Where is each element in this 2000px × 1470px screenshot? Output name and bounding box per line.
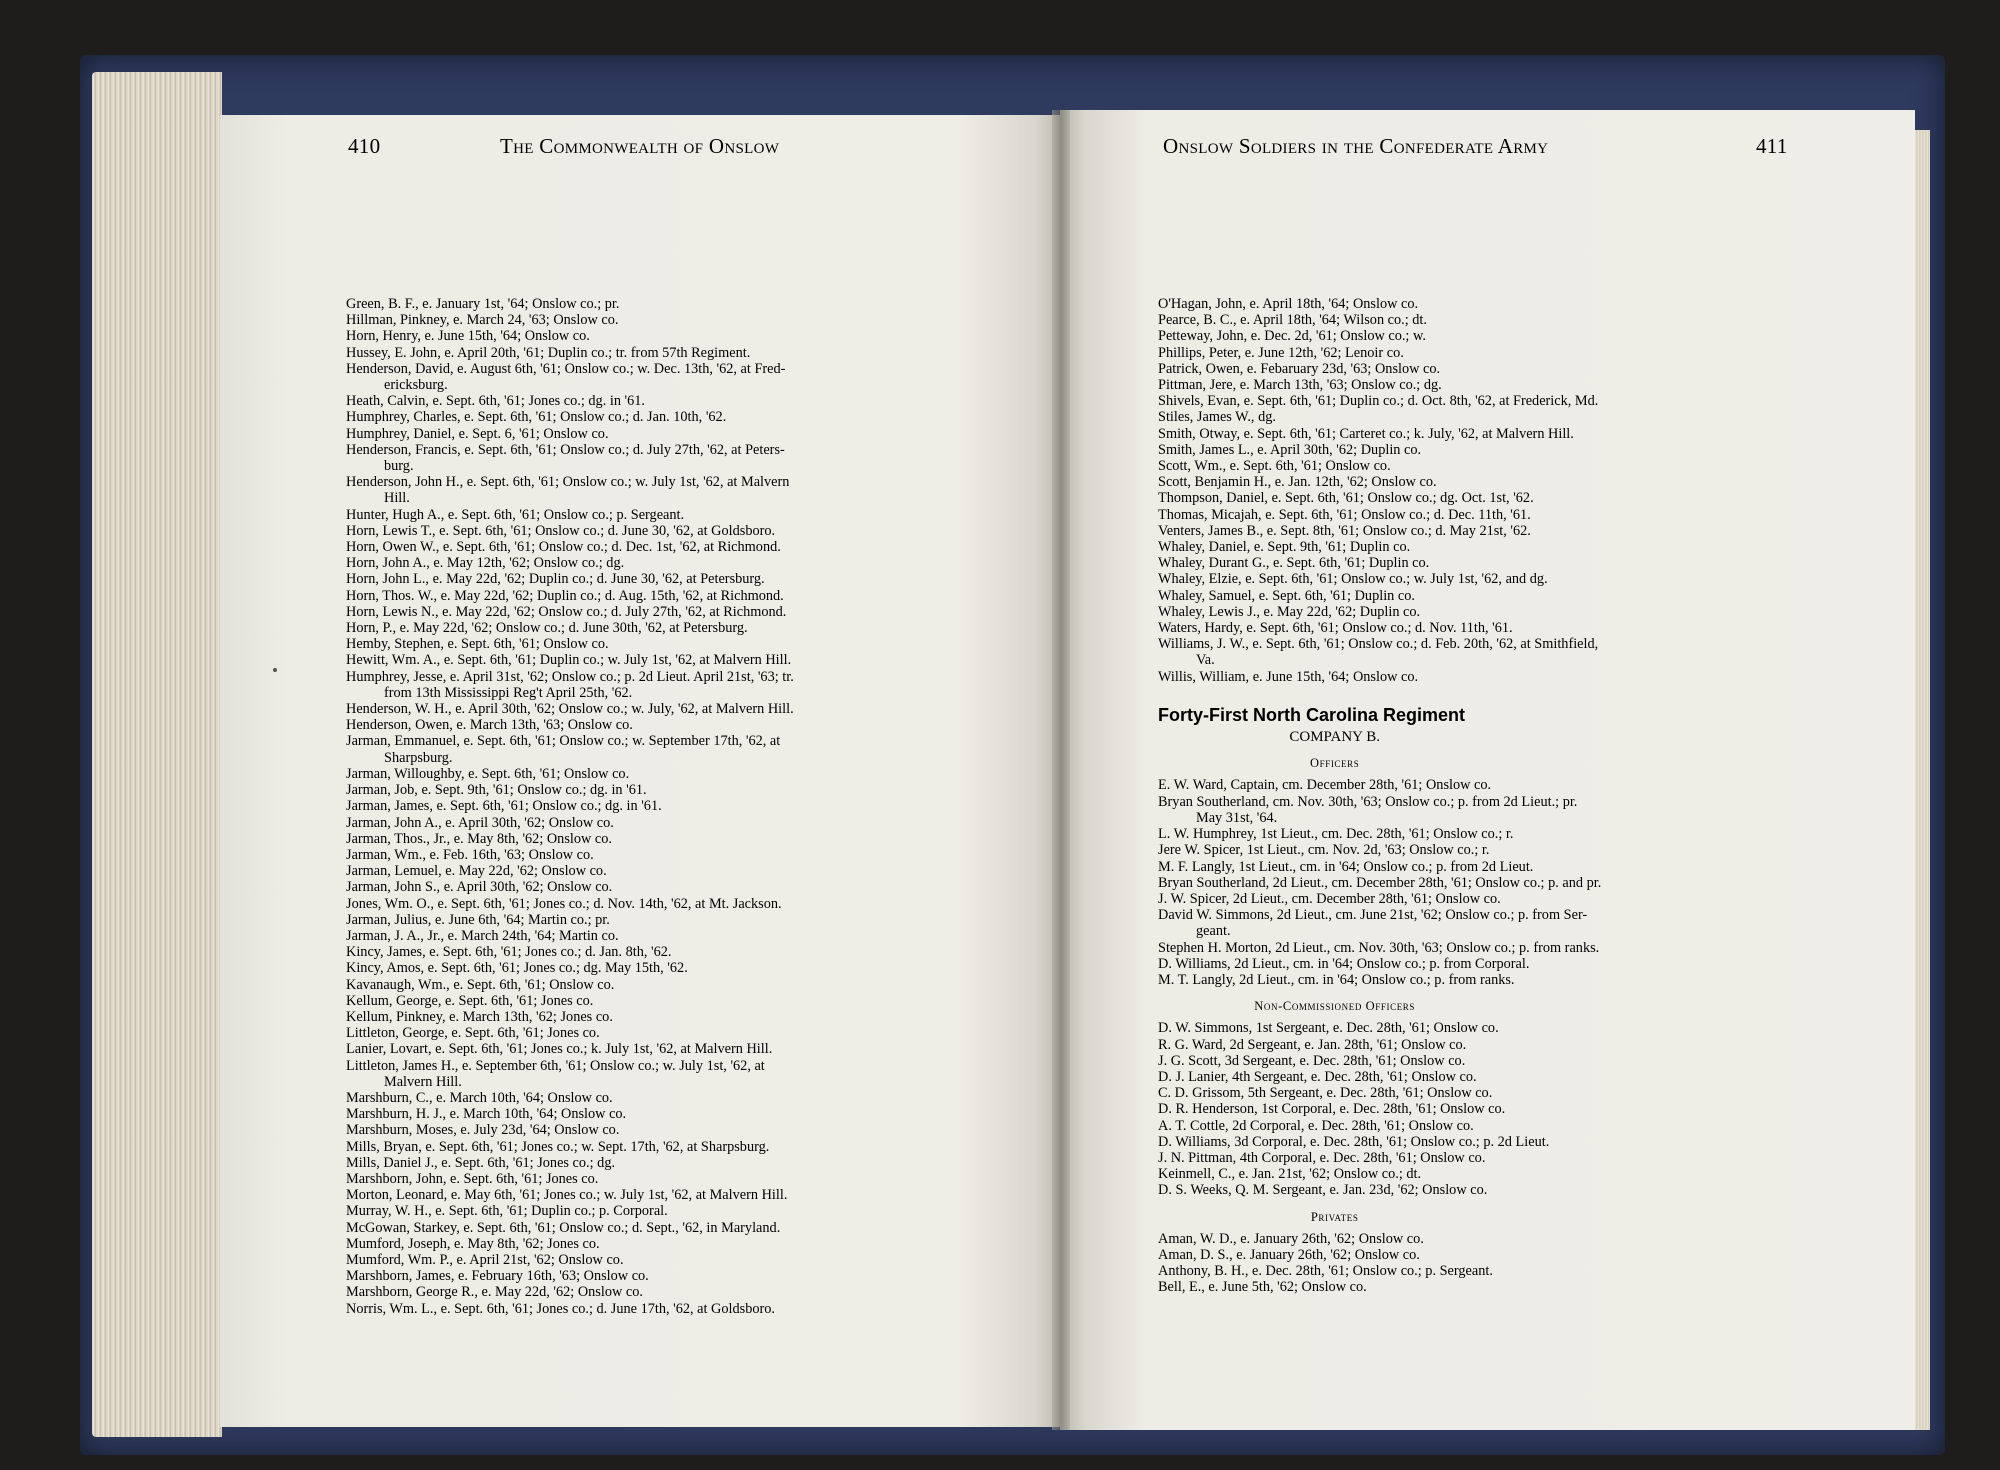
entry-text: Marshborn, George R., e. May 22d, '62; Onslow co.	[346, 1284, 643, 1301]
roster-entry	[1158, 345, 1601, 361]
roster-entry	[1158, 1085, 1601, 1101]
entry-text: Henderson, Owen, e. March 13th, '63; Onslow co.	[346, 717, 633, 734]
entry-text: Jarman, James, e. Sept. 6th, '61; Onslow co.; dg. in '61.	[346, 798, 662, 815]
entry-text: Jere W. Spicer, 1st Lieut., cm. Nov. 2d, '63; Onslow co.; r.	[1158, 842, 1490, 859]
entry-text: Heath, Calvin, e. Sept. 6th, '61; Jones co.; dg. in '61.	[346, 393, 645, 410]
entry-text: Kincy, Amos, e. Sept. 6th, '61; Jones co.; dg. May 15th, '62.	[346, 960, 688, 977]
entry-text: Mumford, Joseph, e. May 8th, '62; Jones co.	[346, 1235, 600, 1252]
entry-text: Pearce, B. C., e. April 18th, '64; Wilson co.; dt.	[1158, 312, 1427, 329]
entry-text: Waters, Hardy, e. Sept. 6th, '61; Onslow co.; d. Nov. 11th, '61.	[1158, 620, 1513, 637]
roster-entry	[1158, 571, 1601, 587]
left-running-head: The Commonwealth of Onslow	[500, 134, 780, 158]
roster-entry	[346, 409, 794, 425]
entry-text: McGowan, Starkey, e. Sept. 6th, '61; Onslow co.; d. Sept., '62, in Maryland.	[346, 1219, 781, 1236]
roster-entry	[1158, 426, 1601, 442]
roster-entry	[1158, 1134, 1601, 1150]
entry-text: Hillman, Pinkney, e. March 24, '63; Onslow co.	[346, 312, 619, 329]
entry-text: J. G. Scott, 3d Sergeant, e. Dec. 28th, '61; Onslow co.	[1158, 1052, 1466, 1069]
roster-entry	[346, 960, 794, 976]
entry-text: Bryan Southerland, cm. Nov. 30th, '63; Onslow co.; p. from 2d Lieut.; pr.	[1158, 793, 1578, 810]
roster-entry	[346, 977, 794, 993]
roster-entry	[346, 328, 794, 344]
entry-text: Stephen H. Morton, 2d Lieut., cm. Nov. 30th, '63; Onslow co.; p. from ranks.	[1158, 939, 1600, 956]
entry-text: Hunter, Hugh A., e. Sept. 6th, '61; Onslow co.; p. Sergeant.	[346, 506, 685, 523]
entry-text: Whaley, Daniel, e. Sept. 9th, '61; Duplin co.	[1158, 539, 1411, 556]
roster-entry	[1158, 620, 1601, 636]
roster-entry	[346, 798, 794, 814]
entry-text: Jarman, John A., e. April 30th, '62; Onslow co.	[346, 814, 614, 831]
entry-text: Hemby, Stephen, e. Sept. 6th, '61; Onslow co.	[346, 636, 609, 653]
entry-text: Venters, James B., e. Sept. 8th, '61; Onslow co.; d. May 21st, '62.	[1158, 522, 1531, 539]
entry-text: Jarman, Lemuel, e. May 22d, '62; Onslow co.	[346, 863, 607, 880]
roster-entry	[346, 1284, 794, 1300]
entry-text: Marshburn, H. J., e. March 10th, '64; Onslow co.	[346, 1106, 627, 1123]
roster-entry	[346, 993, 794, 1009]
roster-entry	[1158, 539, 1601, 555]
roster-entry	[346, 1009, 794, 1025]
ink-speck	[273, 668, 277, 672]
entry-text: Patrick, Owen, e. Febaruary 23d, '63; Onslow co.	[1158, 360, 1441, 377]
roster-entry	[1158, 826, 1601, 842]
roster-entry	[346, 928, 794, 944]
roster-entry	[1158, 875, 1601, 891]
entry-text: M. F. Langly, 1st Lieut., cm. in '64; Onslow co.; p. from 2d Lieut.	[1158, 858, 1534, 875]
entry-text: E. W. Ward, Captain, cm. December 28th, '61; Onslow co.	[1158, 777, 1492, 794]
entry-text: Phillips, Peter, e. June 12th, '62; Lenoir co.	[1158, 344, 1404, 361]
officers-list	[1158, 777, 1601, 988]
roster-entry	[346, 1058, 794, 1090]
entry-text: David W. Simmons, 2d Lieut., cm. June 21st, '62; Onslow co.; p. from Ser-	[1158, 907, 1588, 924]
regiment-title: Forty-First North Carolina Regiment	[1158, 704, 1466, 725]
entry-text: Horn, Henry, e. June 15th, '64; Onslow co.	[346, 328, 590, 345]
privates-heading: Privates	[1310, 1209, 1359, 1224]
roster-entry	[1158, 312, 1601, 328]
entry-text: Marshburn, Moses, e. July 23d, '64; Onslow co.	[346, 1122, 620, 1139]
entry-text: Horn, Lewis T., e. Sept. 6th, '61; Onslow co.; d. June 30, '62, at Goldsboro.	[346, 522, 776, 539]
roster-entry	[346, 782, 794, 798]
entry-text: Kincy, James, e. Sept. 6th, '61; Jones co.; d. Jan. 8th, '62.	[346, 944, 672, 961]
roster-entry	[346, 733, 794, 765]
entry-text: O'Hagan, John, e. April 18th, '64; Onslow co.	[1158, 296, 1419, 312]
entry-text: Norris, Wm. L., e. Sept. 6th, '61; Jones co.; d. June 17th, '62, at Goldsboro.	[346, 1300, 775, 1317]
roster-entry	[1158, 1166, 1601, 1182]
entry-text: Jarman, Emmanuel, e. Sept. 6th, '61; Onslow co.; w. September 17th, '62, at	[346, 733, 781, 750]
entry-text: Jarman, Thos., Jr., e. May 8th, '62; Onslow co.	[346, 830, 612, 847]
entry-text: Humphrey, Daniel, e. Sept. 6, '61; Onslow co.	[346, 425, 609, 442]
roster-entry	[346, 766, 794, 782]
roster-entry	[1158, 393, 1601, 409]
entry-continuation: Va.	[1196, 652, 1215, 669]
entry-text: Hussey, E. John, e. April 20th, '61; Duplin co.; tr. from 57th Regiment.	[346, 344, 751, 361]
entry-text: D. Williams, 2d Lieut., cm. in '64; Onslow co.; p. from Corporal.	[1158, 955, 1530, 972]
entry-text: Jarman, Job, e. Sept. 9th, '61; Onslow co.; dg. in '61.	[346, 782, 647, 799]
roster-entry	[1158, 1053, 1601, 1069]
roster-entry	[346, 863, 794, 879]
right-page-number: 411	[1756, 134, 1788, 158]
entry-text: Murray, W. H., e. Sept. 6th, '61; Duplin co.; p. Corporal.	[346, 1203, 668, 1220]
roster-entry	[346, 312, 794, 328]
roster-entry	[346, 1220, 794, 1236]
entry-continuation: burg.	[384, 458, 414, 475]
entry-continuation: Sharpsburg.	[384, 749, 453, 766]
entry-text: D. Williams, 3d Corporal, e. Dec. 28th, '61; Onslow co.; p. 2d Lieut.	[1158, 1133, 1550, 1150]
roster-entry	[346, 1203, 794, 1219]
roster-entry	[346, 912, 794, 928]
entry-text: Horn, John L., e. May 22d, '62; Duplin co.; d. June 30, '62, at Petersburg.	[346, 571, 765, 588]
nco-list	[1158, 1020, 1601, 1198]
roster-entry	[1158, 442, 1601, 458]
entry-text: Horn, Lewis N., e. May 22d, '62; Onslow co.; d. July 27th, '62, at Richmond.	[346, 603, 787, 620]
roster-entry	[1158, 328, 1601, 344]
entry-text: J. N. Pittman, 4th Corporal, e. Dec. 28th, '61; Onslow co.	[1158, 1149, 1486, 1166]
roster-entry	[346, 701, 794, 717]
roster-entry	[1158, 940, 1601, 956]
roster-entry	[1158, 1069, 1601, 1085]
company-heading: COMPANY B.	[1289, 729, 1380, 746]
entry-continuation: ericksburg.	[384, 377, 448, 394]
roster-entry	[1158, 361, 1601, 377]
book-gutter	[1052, 110, 1070, 1430]
roster-entry	[346, 296, 794, 312]
roster-entry	[1158, 409, 1601, 425]
roster-entry	[1158, 956, 1601, 972]
entry-text: Aman, D. S., e. January 26th, '62; Onslow co.	[1158, 1246, 1420, 1263]
roster-entry	[1158, 507, 1601, 523]
left-page-number: 410	[348, 134, 381, 158]
roster-entry	[1158, 907, 1601, 939]
roster-entry	[1158, 636, 1601, 668]
roster-entry	[1158, 555, 1601, 571]
roster-entry	[346, 523, 794, 539]
entry-text: Kavanaugh, Wm., e. Sept. 6th, '61; Onslow co.	[346, 976, 615, 993]
roster-entry	[346, 879, 794, 895]
entry-text: Anthony, B. H., e. Dec. 28th, '61; Onslow co.; p. Sergeant.	[1158, 1263, 1493, 1280]
roster-entry	[346, 620, 794, 636]
roster-entry	[1158, 490, 1601, 506]
roster-entry	[346, 1139, 794, 1155]
roster-entry	[346, 1236, 794, 1252]
entry-text: Horn, Thos. W., e. May 22d, '62; Duplin co.; d. Aug. 15th, '62, at Richmond.	[346, 587, 784, 604]
entry-continuation: from 13th Mississippi Reg't April 25th, '62.	[384, 684, 633, 701]
entry-text: Keinmell, C., e. Jan. 21st, '62; Onslow co.; dt.	[1158, 1166, 1422, 1183]
roster-entry	[1158, 1101, 1601, 1117]
entry-continuation: Malvern Hill.	[384, 1073, 462, 1090]
entry-text: Littleton, James H., e. September 6th, '61; Onslow co.; w. July 1st, '62, at	[346, 1057, 765, 1074]
roster-entry	[346, 1155, 794, 1171]
roster-entry	[1158, 1150, 1601, 1166]
roster-entry	[346, 361, 794, 393]
roster-entry	[346, 393, 794, 409]
entry-text: Morton, Leonard, e. May 6th, '61; Jones co.; w. July 1st, '62, at Malvern Hill.	[346, 1187, 788, 1204]
entry-text: Jarman, J. A., Jr., e. March 24th, '64; Martin co.	[346, 927, 619, 944]
roster-entry	[346, 442, 794, 474]
roster-entry	[346, 717, 794, 733]
entry-text: Whaley, Durant G., e. Sept. 6th, '61; Duplin co.	[1158, 555, 1430, 572]
entry-text: Petteway, John, e. Dec. 2d, '61; Onslow co.; w.	[1158, 328, 1426, 345]
roster-entry	[1158, 669, 1601, 685]
entry-text: R. G. Ward, 2d Sergeant, e. Jan. 28th, '61; Onslow co.	[1158, 1036, 1467, 1053]
entry-text: Lanier, Lovart, e. Sept. 6th, '61; Jones co.; k. July 1st, '62, at Malvern Hill.	[346, 1041, 773, 1058]
roster-entry	[1158, 1247, 1601, 1263]
entry-text: Aman, W. D., e. January 26th, '62; Onslow co.	[1158, 1230, 1424, 1247]
entry-text: Smith, James L., e. April 30th, '62; Duplin co.	[1158, 441, 1422, 458]
roster-entry	[346, 555, 794, 571]
entry-text: Horn, John A., e. May 12th, '62; Onslow co.; dg.	[346, 555, 625, 572]
privates-list	[1158, 1231, 1601, 1296]
entry-text: D. J. Lanier, 4th Sergeant, e. Dec. 28th, '61; Onslow co.	[1158, 1068, 1477, 1085]
roster-entry	[346, 571, 794, 587]
roster-entry	[346, 539, 794, 555]
right-content	[1158, 296, 1601, 1296]
entry-text: Henderson, David, e. August 6th, '61; Onslow co.; w. Dec. 13th, '62, at Fred-	[346, 360, 786, 377]
roster-entry	[346, 1122, 794, 1138]
roster-entry	[346, 1025, 794, 1041]
entry-text: Shivels, Evan, e. Sept. 6th, '61; Duplin co.; d. Oct. 8th, '62, at Frederick, Md.	[1158, 393, 1599, 410]
entry-text: Smith, Otway, e. Sept. 6th, '61; Carteret co.; k. July, '62, at Malvern Hill.	[1158, 425, 1574, 442]
entry-text: Marshborn, John, e. Sept. 6th, '61; Jones co.	[346, 1170, 599, 1187]
roster-entry	[346, 831, 794, 847]
entry-text: Jarman, Wm., e. Feb. 16th, '63; Onslow co.	[346, 846, 594, 863]
entry-text: Henderson, W. H., e. April 30th, '62; Onslow co.; w. July, '62, at Malvern Hill.	[346, 701, 794, 718]
right-running-head: Onslow Soldiers in the Confederate Army	[1163, 134, 1549, 158]
entry-text: D. W. Simmons, 1st Sergeant, e. Dec. 28th, '61; Onslow co.	[1158, 1020, 1499, 1037]
entry-text: Jones, Wm. O., e. Sept. 6th, '61; Jones co.; d. Nov. 14th, '62, at Mt. Jackson.	[346, 895, 782, 912]
roster-entry	[346, 1090, 794, 1106]
entry-text: Hewitt, Wm. A., e. Sept. 6th, '61; Duplin co.; w. July 1st, '62, at Malvern Hill.	[346, 652, 792, 669]
roster-entry	[346, 636, 794, 652]
roster-entry	[346, 604, 794, 620]
entry-continuation: geant.	[1196, 923, 1231, 940]
roster-entry	[1158, 842, 1601, 858]
roster-entry	[346, 652, 794, 668]
roster-entry	[1158, 296, 1601, 312]
entry-continuation: May 31st, '64.	[1196, 809, 1278, 826]
entry-text: Whaley, Samuel, e. Sept. 6th, '61; Duplin co.	[1158, 587, 1415, 604]
nco-heading: Non-Commissioned Officers	[1254, 999, 1415, 1014]
roster-entry	[1158, 604, 1601, 620]
entry-text: Thomas, Micajah, e. Sept. 6th, '61; Onslow co.; d. Dec. 11th, '61.	[1158, 506, 1531, 523]
entry-text: Jarman, Julius, e. June 6th, '64; Martin co.; pr.	[346, 911, 610, 928]
roster-entry	[346, 669, 794, 701]
officers-heading: Officers	[1309, 756, 1360, 771]
roster-entry	[1158, 377, 1601, 393]
roster-entry	[1158, 1231, 1601, 1247]
roster-entry	[1158, 777, 1601, 793]
entry-text: C. D. Grissom, 5th Sergeant, e. Dec. 28th, '61; Onslow co.	[1158, 1085, 1493, 1102]
roster-entry	[346, 944, 794, 960]
entry-text: Horn, Owen W., e. Sept. 6th, '61; Onslow co.; d. Dec. 1st, '62, at Richmond.	[346, 539, 781, 556]
roster-entry	[1158, 1263, 1601, 1279]
entry-text: J. W. Spicer, 2d Lieut., cm. December 28th, '61; Onslow co.	[1158, 890, 1501, 907]
entry-text: Whaley, Elzie, e. Sept. 6th, '61; Onslow co.; w. July 1st, '62, and dg.	[1158, 571, 1548, 588]
roster-entry	[1158, 891, 1601, 907]
roster-entry	[1158, 859, 1601, 875]
entry-text: Bryan Southerland, 2d Lieut., cm. December 28th, '61; Onslow co.; p. and pr.	[1158, 874, 1602, 891]
roster-entry	[346, 1106, 794, 1122]
entry-continuation: Hill.	[384, 490, 410, 507]
entry-text: M. T. Langly, 2d Lieut., cm. in '64; Onslow co.; p. from ranks.	[1158, 971, 1515, 988]
roster-entry	[346, 815, 794, 831]
roster-entry	[1158, 972, 1601, 988]
roster-entry	[1158, 1020, 1601, 1036]
entry-text: Mills, Daniel J., e. Sept. 6th, '61; Jones co.; dg.	[346, 1154, 616, 1171]
entry-text: Bell, E., e. June 5th, '62; Onslow co.	[1158, 1279, 1367, 1296]
entry-text: D. S. Weeks, Q. M. Sergeant, e. Jan. 23d, '62; Onslow co.	[1158, 1182, 1488, 1199]
roster-entry	[346, 1187, 794, 1203]
entry-text: Marshborn, James, e. February 16th, '63; Onslow co.	[346, 1268, 649, 1285]
roster-entry	[346, 474, 794, 506]
entry-text: Whaley, Lewis J., e. May 22d, '62; Duplin co.	[1158, 603, 1421, 620]
entry-text: Williams, J. W., e. Sept. 6th, '61; Onslow co.; d. Feb. 20th, '62, at Smithfield,	[1158, 636, 1599, 653]
entry-text: Humphrey, Jesse, e. April 31st, '62; Onslow co.; p. 2d Lieut. April 21st, '63; tr.	[346, 668, 794, 685]
roster-entry	[1158, 588, 1601, 604]
roster-entry	[1158, 523, 1601, 539]
roster-entry	[1158, 458, 1601, 474]
page-edges-left	[92, 72, 222, 1437]
roster-entry	[346, 1301, 794, 1317]
roster-entry	[1158, 474, 1601, 490]
entry-text: Mills, Bryan, e. Sept. 6th, '61; Jones co.; w. Sept. 17th, '62, at Sharpsburg.	[346, 1138, 770, 1155]
roster-entry	[346, 507, 794, 523]
roster-entry	[1158, 1037, 1601, 1053]
roster-entry	[346, 1252, 794, 1268]
roster-entry	[1158, 1279, 1601, 1295]
entry-text: Mumford, Wm. P., e. April 21st, '62; Onslow co.	[346, 1251, 624, 1268]
entry-text: Henderson, John H., e. Sept. 6th, '61; Onslow co.; w. July 1st, '62, at Malvern	[346, 474, 790, 491]
entry-text: Henderson, Francis, e. Sept. 6th, '61; Onslow co.; d. July 27th, '62, at Peters-	[346, 441, 785, 458]
entry-text: Humphrey, Charles, e. Sept. 6th, '61; Onslow co.; d. Jan. 10th, '62.	[346, 409, 727, 426]
entry-text: Thompson, Daniel, e. Sept. 6th, '61; Onslow co.; dg. Oct. 1st, '62.	[1158, 490, 1534, 507]
entry-text: Green, B. F., e. January 1st, '64; Onslow co.; pr.	[346, 296, 620, 312]
left-entry-list	[346, 296, 794, 1317]
entry-text: Scott, Wm., e. Sept. 6th, '61; Onslow co.	[1158, 458, 1391, 475]
roster-entry	[346, 426, 794, 442]
roster-entry	[346, 1041, 794, 1057]
roster-entry	[1158, 1118, 1601, 1134]
entry-text: Jarman, Willoughby, e. Sept. 6th, '61; Onslow co.	[346, 765, 630, 782]
roster-entry	[346, 345, 794, 361]
entry-text: Marshburn, C., e. March 10th, '64; Onslow co.	[346, 1089, 613, 1106]
entry-text: A. T. Cottle, 2d Corporal, e. Dec. 28th, '61; Onslow co.	[1158, 1117, 1474, 1134]
roster-entry	[1158, 794, 1601, 826]
roster-entry	[346, 847, 794, 863]
entry-text: Scott, Benjamin H., e. Jan. 12th, '62; Onslow co.	[1158, 474, 1437, 491]
roster-entry	[1158, 1182, 1601, 1198]
right-entry-list	[1158, 296, 1601, 685]
entry-text: Pittman, Jere, e. March 13th, '63; Onslow co.; dg.	[1158, 377, 1442, 394]
entry-text: Willis, William, e. June 15th, '64; Onslow co.	[1158, 668, 1419, 685]
entry-text: Kellum, Pinkney, e. March 13th, '62; Jones co.	[346, 1008, 613, 1025]
entry-text: Kellum, George, e. Sept. 6th, '61; Jones co.	[346, 992, 594, 1009]
entry-text: Stiles, James W., dg.	[1158, 409, 1276, 426]
roster-entry	[346, 896, 794, 912]
entry-text: L. W. Humphrey, 1st Lieut., cm. Dec. 28th, '61; Onslow co.; r.	[1158, 826, 1514, 843]
entry-text: Littleton, George, e. Sept. 6th, '61; Jones co.	[346, 1025, 600, 1042]
roster-entry	[346, 588, 794, 604]
roster-entry	[346, 1171, 794, 1187]
entry-text: Jarman, John S., e. April 30th, '62; Onslow co.	[346, 879, 613, 896]
entry-text: Horn, P., e. May 22d, '62; Onslow co.; d. June 30th, '62, at Petersburg.	[346, 620, 748, 637]
entry-text: D. R. Henderson, 1st Corporal, e. Dec. 28th, '61; Onslow co.	[1158, 1101, 1506, 1118]
roster-entry	[346, 1268, 794, 1284]
